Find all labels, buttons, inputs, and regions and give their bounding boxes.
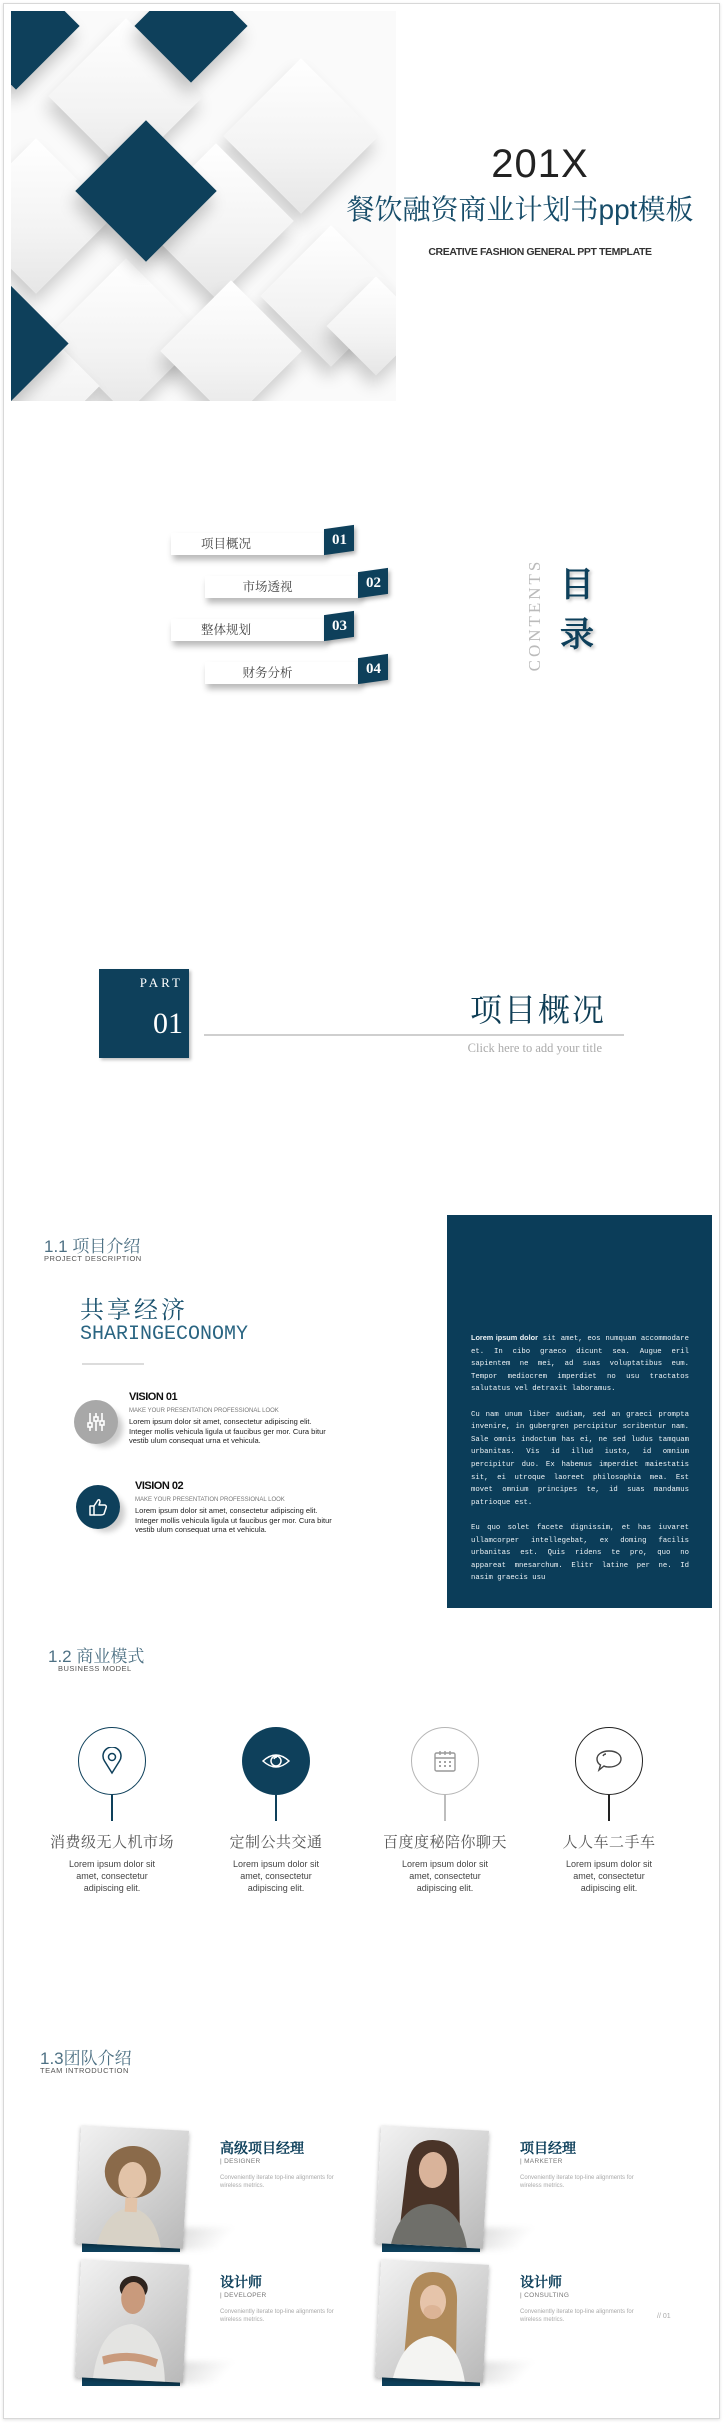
business-title: 百度度秘陪你聊天	[382, 1834, 507, 1851]
text-panel	[447, 1215, 712, 1608]
team-member-card	[376, 2128, 686, 2268]
headline-en: SHARINGECONOMY	[80, 1323, 249, 1346]
cover-year: 201X	[491, 142, 589, 186]
toc-number-2: 02	[358, 568, 388, 598]
toc-label: 项目概况	[200, 537, 251, 551]
member-name: 高级项目经理	[220, 2142, 304, 2157]
part-number: 01	[153, 1007, 183, 1040]
divider	[204, 1034, 624, 1036]
toc-item-3[interactable]	[171, 619, 326, 641]
cover-title: 餐饮融资商业计划书ppt模板	[346, 194, 694, 225]
contents-vertical-label: CONTENTS	[525, 558, 544, 672]
part-label: PART	[139, 975, 183, 990]
panel-text: Lorem ipsum dolor sit amet, eos numquam accommodare et. In cibo graeco dicunt sea. Augue eril sapientem ne mei, ad suas voluptatibus eum. Tempor mediocrem imperdiet no usu tractatos salutatus vel detraxit laboramus. Cu nam unum liber audiam, sed an graeci prompta invenire, in gubergren percipitur scribentur nam. Sale omnis indoctum has ei, ne sed ludus tamquam urbanitas. Vis id illud iusto, id omnium percipitur duo. Ex habemus imperdiet maiestatis sit, ei utroque laoreet philosophia mea. Est movet omnium principes te, id suas mandamus patrioque est. Eu quo solet facete dignissim, et has iuvaret ullamcorper intellegebat, ex doming facilis urbanitas est. Quis ridens te pro, quo no appareat mnesarchum. Elitr latine per ne. Id nasim graecis usu	[471, 1333, 689, 1583]
member-description: Conveniently iterate top-line alignments for wireless metrics.	[220, 2175, 334, 2189]
chat-bubble-icon	[575, 1727, 643, 1795]
headline-cn: 共享经济	[80, 1297, 188, 1324]
member-role: | CONSULTING	[520, 2292, 570, 2299]
member-role: | MARKETER	[520, 2158, 563, 2165]
toc-label: 市场透视	[242, 580, 293, 594]
part-badge	[99, 969, 189, 1058]
toc-item-2[interactable]	[205, 576, 360, 598]
member-role: | DEVELOPER	[220, 2292, 267, 2299]
business-body: Lorem ipsum dolor sit amet, consectetur adipiscing elit.	[232, 1859, 320, 1893]
sliders-icon	[74, 1400, 118, 1444]
team-member-card	[76, 2262, 386, 2402]
member-photo	[375, 2259, 489, 2382]
calendar-icon	[411, 1727, 479, 1795]
location-pin-icon	[78, 1727, 146, 1795]
vision-body: Lorem ipsum dolor sit amet, consectetur adipiscing elit. Integer mollis vehicula ligula ut faucibus ger mor. Cura bitur vestib ulum consequat urna et vehicula.	[129, 1417, 326, 1445]
member-photo	[375, 2125, 489, 2248]
team-member-card	[376, 2262, 686, 2402]
business-title: 定制公共交通	[229, 1834, 323, 1851]
member-role: | DESIGNER	[220, 2158, 261, 2165]
toc-number-3: 03	[324, 611, 354, 641]
vision-body: Lorem ipsum dolor sit amet, consectetur adipiscing elit. Integer mollis vehicula ligula ut faucibus ger mor. Cura bitur vestib ulum consequat urna et vehicula.	[135, 1506, 332, 1534]
business-body: Lorem ipsum dolor sit amet, consectetur adipiscing elit.	[68, 1859, 156, 1893]
section-subtitle: TEAM INTRODUCTION	[40, 2066, 129, 2075]
team-member-card	[76, 2128, 386, 2268]
member-description: Conveniently iterate top-line alignments for wireless metrics.	[220, 2309, 334, 2323]
part-hint[interactable]: Click here to add your title	[467, 1041, 602, 1055]
business-item	[365, 1727, 525, 1894]
section-title: 1.1 项目介绍	[44, 1237, 141, 1256]
thumbs-up-icon	[76, 1485, 120, 1529]
part-title: 项目概况	[469, 992, 606, 1028]
vision-title: VISION 02	[135, 1480, 184, 1492]
toc-label: 财务分析	[242, 666, 293, 680]
toc-number-4: 04	[358, 654, 388, 684]
business-item	[32, 1727, 192, 1894]
member-name: 项目经理	[520, 2142, 576, 2157]
page-number: // 01	[657, 2313, 671, 2320]
member-description: Conveniently iterate top-line alignments for wireless metrics.	[520, 2309, 634, 2323]
toc-item-1[interactable]	[171, 533, 326, 555]
contents-title: 目录	[560, 566, 594, 654]
section-subtitle: PROJECT DESCRIPTION	[44, 1254, 142, 1263]
business-title: 人人车二手车	[562, 1834, 656, 1851]
business-title: 消费级无人机市场	[49, 1834, 174, 1851]
member-name: 设计师	[520, 2276, 562, 2291]
business-body: Lorem ipsum dolor sit amet, consectetur adipiscing elit.	[401, 1859, 489, 1893]
divider	[82, 1363, 144, 1365]
vision-subtitle: MAKE YOUR PRESENTATION PROFESSIONAL LOOK	[129, 1408, 279, 1414]
toc-label: 整体规划	[200, 623, 251, 637]
vision-title: VISION 01	[129, 1391, 178, 1403]
toc-item-4[interactable]	[205, 662, 360, 684]
vision-subtitle: MAKE YOUR PRESENTATION PROFESSIONAL LOOK	[135, 1497, 285, 1503]
section-title: 1.3团队介绍	[40, 2049, 132, 2068]
section-title: 1.2 商业模式	[48, 1647, 145, 1666]
business-item	[529, 1727, 689, 1894]
member-description: Conveniently iterate top-line alignments for wireless metrics.	[520, 2175, 634, 2189]
member-photo	[75, 2259, 189, 2382]
member-name: 设计师	[220, 2276, 262, 2291]
business-item	[196, 1727, 356, 1894]
eye-icon	[242, 1727, 310, 1795]
cover-subtitle: CREATIVE FASHION GENERAL PPT TEMPLATE	[428, 246, 652, 258]
toc-number-1: 01	[324, 525, 354, 555]
member-photo	[75, 2125, 189, 2248]
section-subtitle: BUSINESS MODEL	[58, 1664, 132, 1673]
business-body: Lorem ipsum dolor sit amet, consectetur adipiscing elit.	[565, 1859, 653, 1893]
